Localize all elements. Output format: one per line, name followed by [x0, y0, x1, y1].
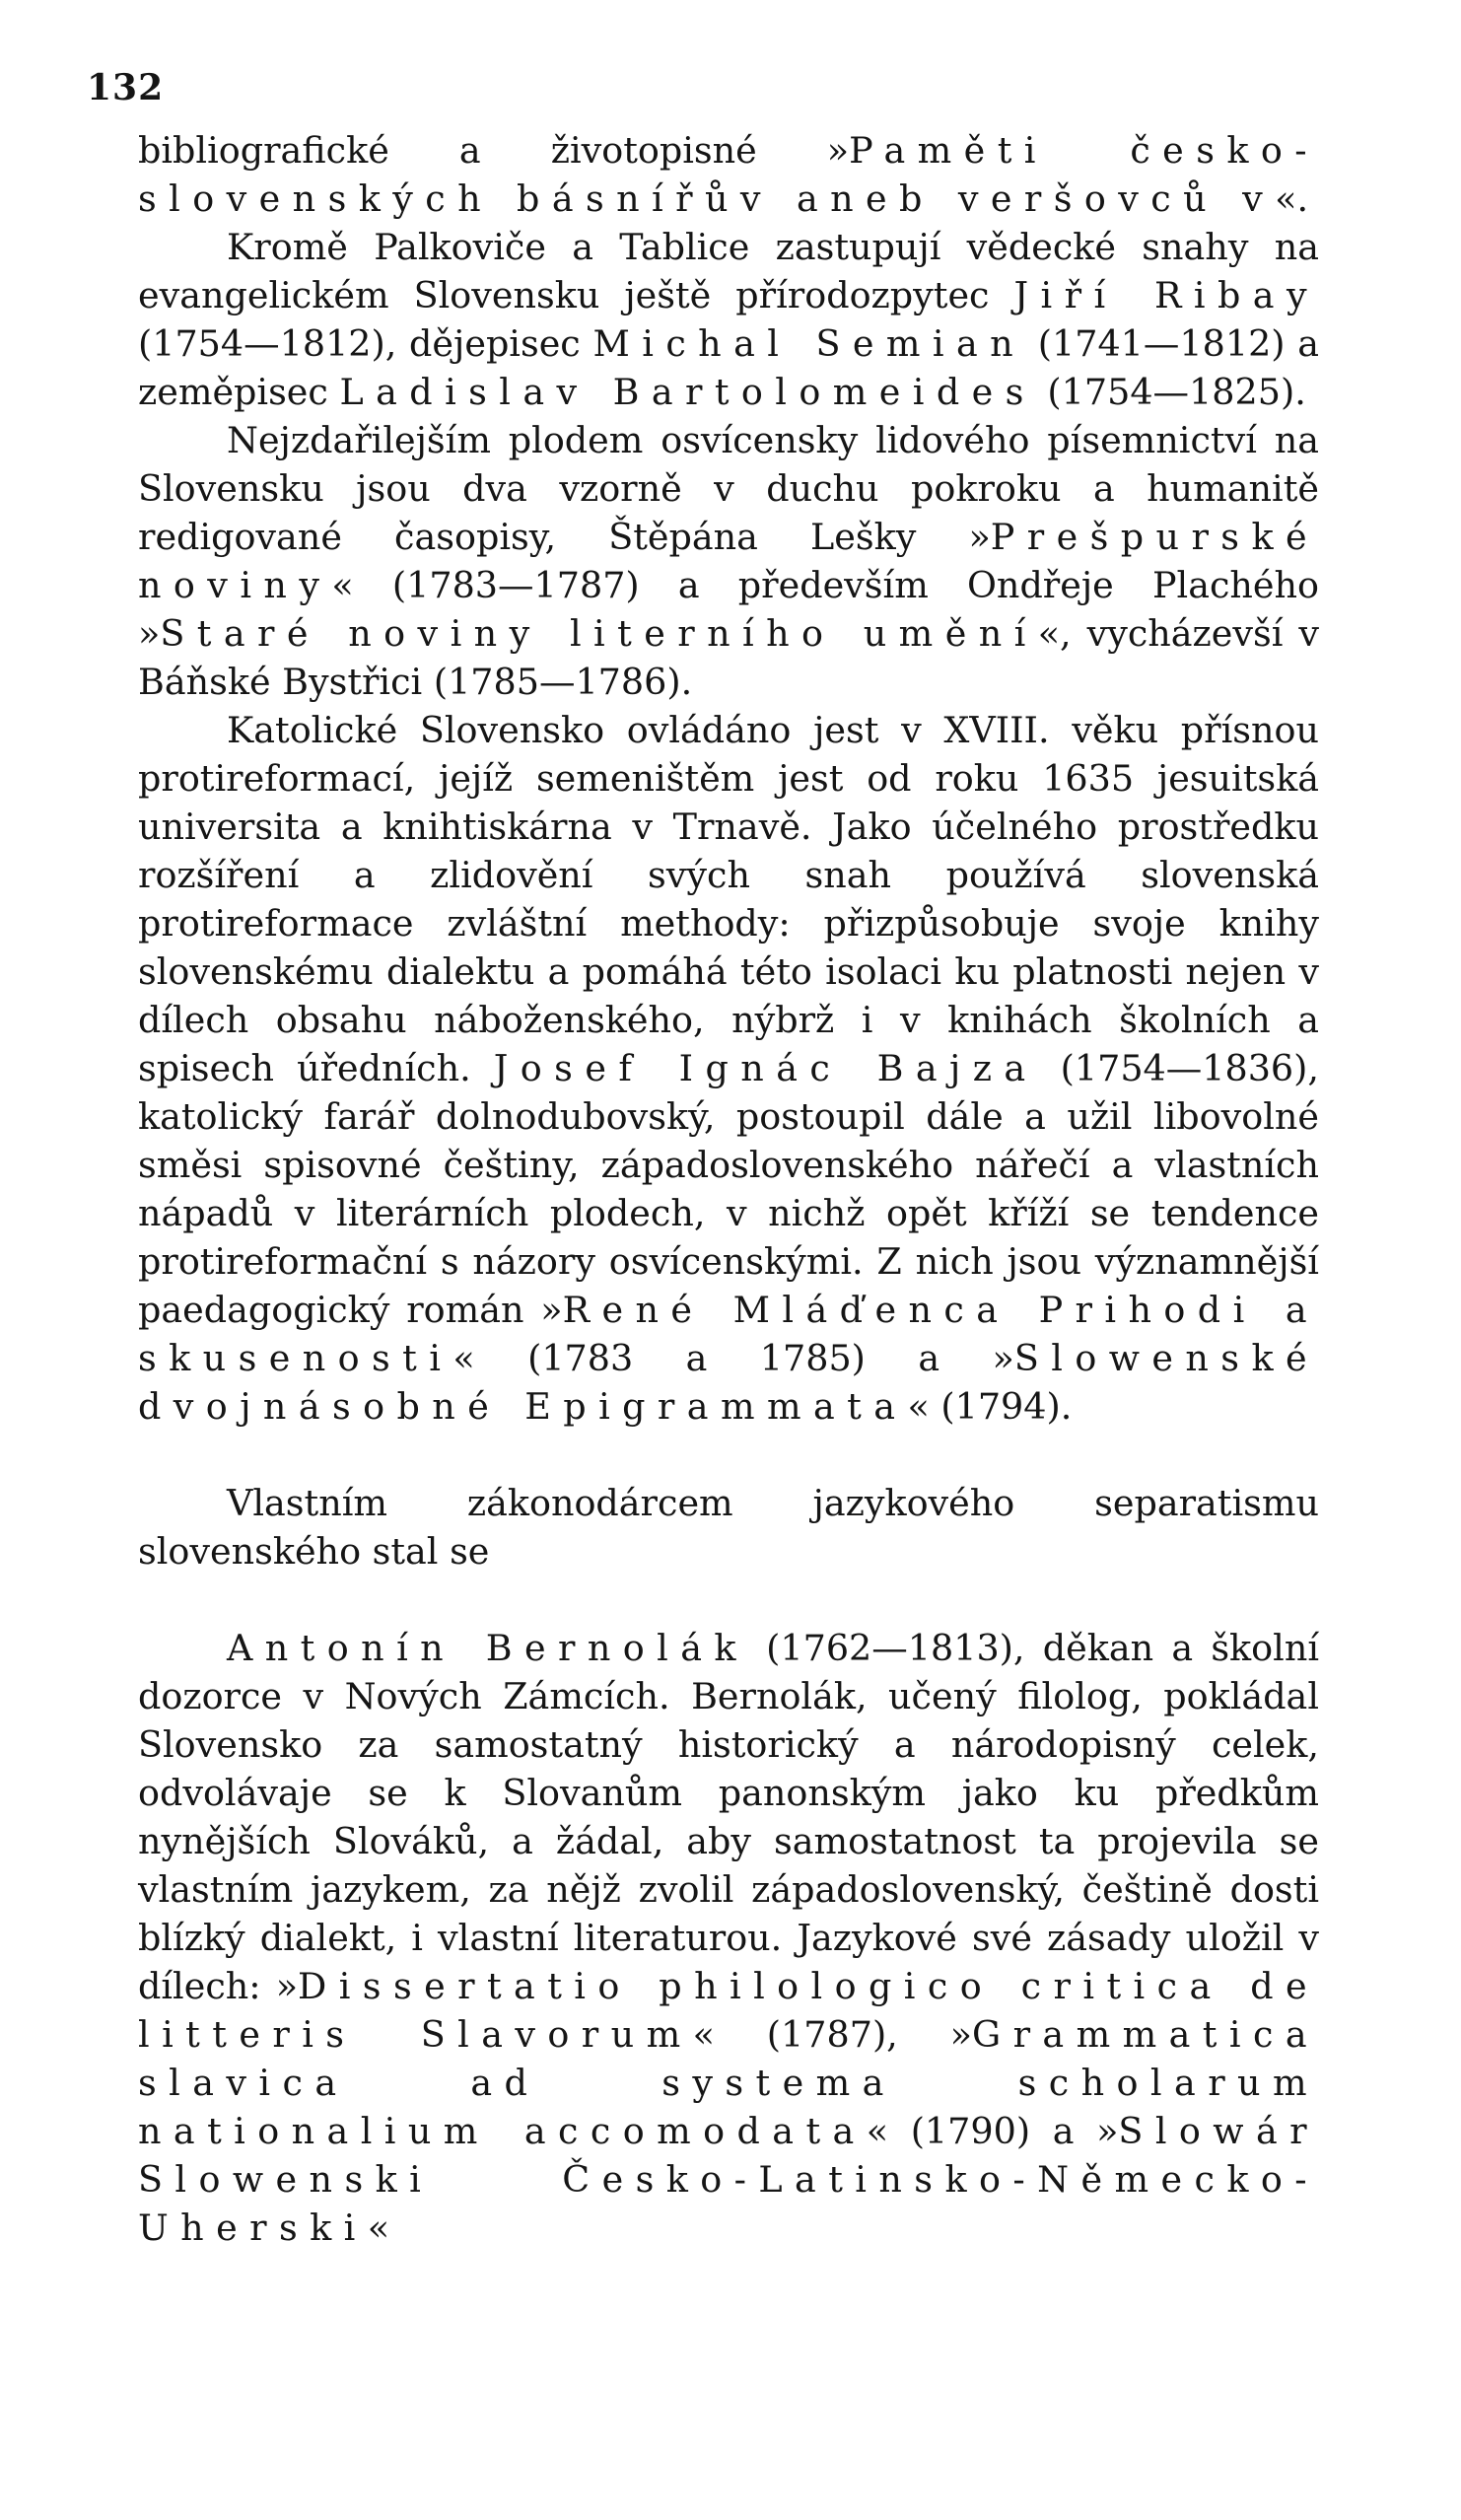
text-run: «, vycházevší v Báňské Bystřici (1785—1786). — [138, 612, 1319, 703]
body-text — [138, 126, 1319, 2252]
text-run: Nejzdařilejším plodem osvícensky lidového písemnictví na Slovensku jsou dva vzorně v duchu pokroku a humanitě redigované časopisy, Štěpána Lešky » — [138, 419, 1319, 558]
spaced-emphasis-text: Staré noviny literního umění — [160, 612, 1038, 655]
paragraph — [138, 706, 1319, 1431]
text-run: « (1794). — [907, 1385, 1073, 1428]
spaced-emphasis-text: Antonín Bernolák — [227, 1627, 748, 1669]
text-run: « (1783—1787) a především Ondřeje Plachého » — [138, 564, 1319, 655]
paragraph — [138, 416, 1319, 706]
text-run: (1754—1836), katolický farář dolnodubovský, postoupil dále a užil libovolné směsi spisovné češtiny, západoslovenského nářečí a vlastních nápadů v literárních plodech, v nichž opět kříží se tendence protireformační s názory osvícenskými. Z nich jsou významnější paedagogický román » — [138, 1047, 1319, 1331]
paragraph — [138, 1624, 1319, 2252]
text-run: (1762—1813), děkan a školní dozorce v Nových Zámcích. Bernolák, učený filolog, pokládal Slovensko za samostatný historický a národopisný celek, odvolávaje se k Slovanům panonským jako ku předkům nynějších Slováků, a žádal, aby samostatnost ta projevila se vlastním jazykem, za nějž zvolil západoslovenský, češtině dosti blízký dialekt, i vlastní literaturou. Jazykové své zásady uložil v dílech: » — [138, 1627, 1320, 2007]
text-run: Katolické Slovensko ovládáno jest v XVIII. věku přísnou protireformací, jejíž semeništěm jest od roku 1635 jesuitská universita a knihtiskárna v Trnavě. Jako účelného prostředku rozšíření a zlidovění svých snah používá slovenská protireformace zvláštní methody: přizpůsobuje svoje knihy slovenskému dialektu a pomáhá této isolaci ku platnosti nejen v dílech obsahu náboženského, nýbrž i v knihách školních a spisech úředních. — [138, 709, 1319, 1089]
spaced-emphasis-text: Jiří Ribay — [1013, 274, 1319, 316]
paragraph — [138, 1479, 1319, 1575]
spaced-emphasis-text: Grammatica slavica ad systema scholarum nationalium accomodata — [138, 2013, 1319, 2152]
spaced-emphasis-text: Slowenské dvojnásobné Epigrammata — [138, 1337, 1319, 1428]
page-number: 132 — [87, 67, 165, 108]
spaced-emphasis-text: Josef Ignác Bajza — [493, 1047, 1038, 1089]
text-run: (1754—1825). — [1035, 371, 1306, 413]
text-run: «. — [1275, 177, 1309, 220]
spaced-emphasis-text: René Mláďenca Prihodi a skusenosti — [138, 1289, 1320, 1379]
text-run: « (1783 a 1785) a » — [452, 1337, 1014, 1379]
text-run: (1741—1812) a zeměpisec — [138, 322, 1319, 413]
text-run: « (1790) a » — [866, 2110, 1119, 2152]
spaced-emphasis-text: Slowár Slowenski Česko-Latinsko-Německo-Uherski — [138, 2110, 1319, 2249]
text-run: Vlastním zákonodárcem jazykového separatismu slovenského stal se — [138, 1482, 1319, 1573]
spaced-emphasis-text: Prešpurské noviny — [138, 516, 1319, 606]
paragraph — [138, 223, 1319, 416]
text-run: « — [367, 2206, 390, 2249]
spaced-emphasis-text: Paměti česko-slovenských básnířův aneb veršovců v — [138, 129, 1319, 220]
spaced-emphasis-text: Michal Semian — [592, 322, 1026, 365]
spaced-emphasis-text: Dissertatio philologico critica de litteris Slavorum — [138, 1965, 1319, 2056]
text-run: bibliografické a životopisné » — [138, 129, 850, 172]
text-run: Kromě Palkoviče a Tablice zastupují vědecké snahy na evangelickém Slovensku ještě přírodozpytec — [138, 226, 1319, 316]
spaced-emphasis-text: Ladislav Bartolomeides — [339, 371, 1036, 413]
paragraph — [138, 126, 1319, 223]
text-run: « (1787), » — [692, 2013, 972, 2056]
text-run: (1754—1812), dějepisec — [138, 322, 593, 365]
